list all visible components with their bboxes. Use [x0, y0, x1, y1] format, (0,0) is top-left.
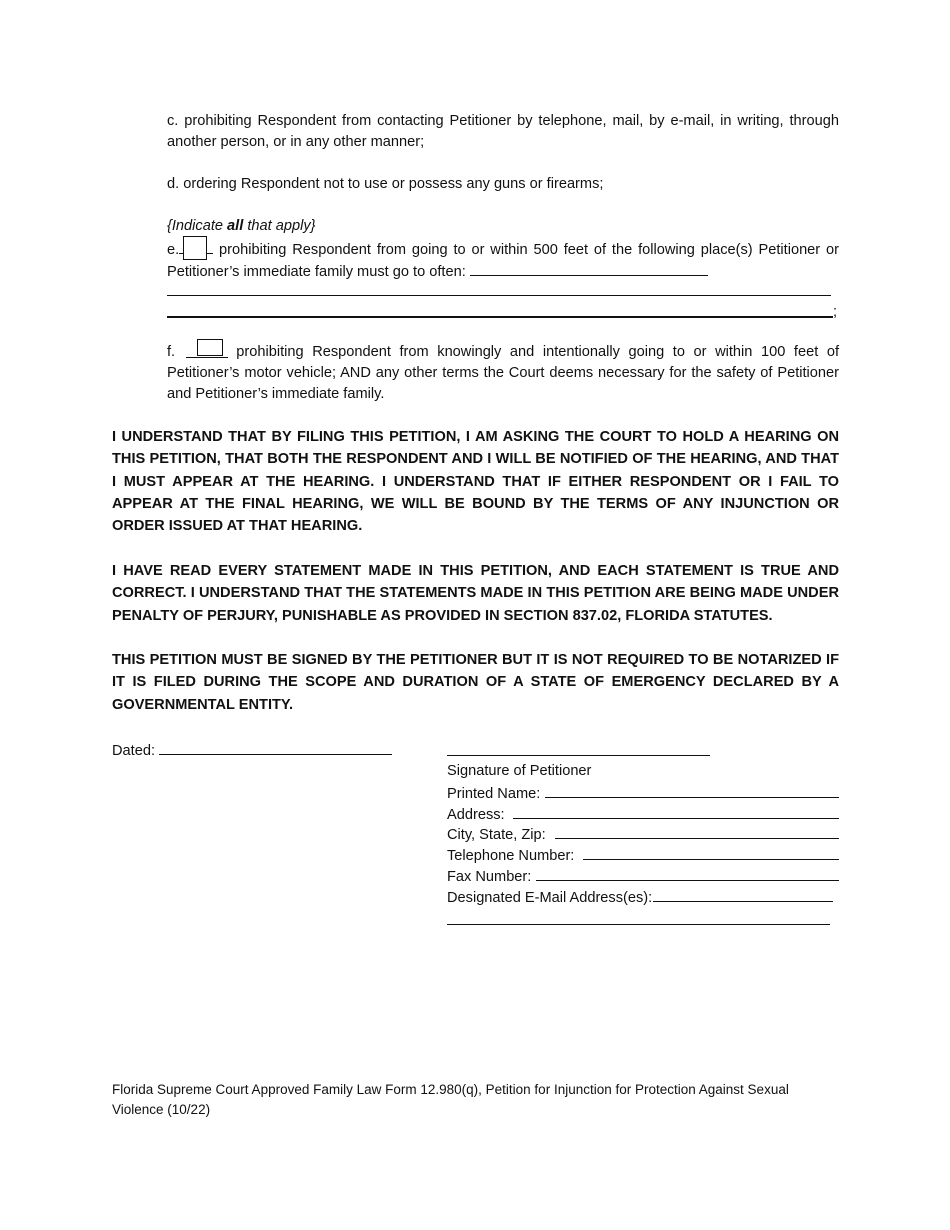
telephone-row: Telephone Number: [447, 844, 839, 867]
item-e-semicolon: ; [833, 304, 838, 320]
email-row: Designated E-Mail Address(es): [447, 886, 833, 909]
item-f-checkbox[interactable] [197, 339, 223, 356]
telephone-field[interactable] [583, 844, 839, 860]
dated-field[interactable] [159, 739, 392, 755]
item-e-checkbox[interactable] [183, 236, 207, 260]
hearing-statement: I UNDERSTAND THAT BY FILING THIS PETITION, I AM ASKING THE COURT TO HOLD A HEARING ON THIS PETITION, THAT BOTH THE RESPONDENT AND I WILL BE NOTIFIED OF THE HEARING, AND THAT I MUST APPEAR AT THE HEARING. I UNDERSTAND THAT IF EITHER RESPONDENT OR I FAIL TO APPEAR AT THE FINAL HEARING, WE WILL BE BOUND BY THE TERMS OF ANY INJUNCTION OR ORDER ISSUED AT THAT HEARING. [112, 429, 839, 535]
signature-label: Signature of Petitioner [447, 763, 592, 779]
item-e: e. prohibiting Respondent from going to or within 500 feet of the following place(s) Petitioner or Petitioner’s immediate family must go to often: [167, 236, 839, 283]
fax-row: Fax Number: [447, 865, 839, 888]
city-state-zip-field[interactable] [555, 823, 839, 839]
city-state-zip-row: City, State, Zip: [447, 823, 839, 846]
signature-line[interactable] [447, 755, 710, 756]
item-f: f. prohibiting Respondent from knowingly and intentionally going to or within 100 feet of Petitioner’s motor vehicle; AND any other terms the Court deems necessary for the safety of Petitioner and Petitioner’s immediate family. [167, 341, 839, 405]
dated-row: Dated: [112, 739, 392, 762]
printed-name-row: Printed Name: [447, 782, 839, 805]
address-row: Address: [447, 803, 839, 826]
fax-field[interactable] [536, 865, 839, 881]
item-d: d. ordering Respondent not to use or possess any guns or firearms; [167, 176, 604, 192]
item-e-places-line[interactable] [470, 261, 708, 276]
indicate-note: {Indicate all that apply} [167, 218, 316, 234]
item-e-places-line-3[interactable] [167, 316, 833, 318]
printed-name-field[interactable] [545, 782, 839, 798]
perjury-statement: I HAVE READ EVERY STATEMENT MADE IN THIS PETITION, AND EACH STATEMENT IS TRUE AND CORRECT. I UNDERSTAND THAT THE STATEMENTS MADE IN THIS PETITION ARE BEING MADE UNDER PENALTY OF PERJURY, PUNISHABLE AS PROVIDED IN SECTION 837.02, FLORIDA STATUTES. [112, 563, 839, 624]
email-field-line-2[interactable] [447, 924, 830, 925]
item-e-places-line-2[interactable] [167, 295, 831, 296]
form-footer: Florida Supreme Court Approved Family Law Form 12.980(q), Petition for Injunction for Protection Against Sexual Violence (10/22) [112, 1082, 789, 1117]
email-field[interactable] [653, 886, 833, 902]
notarize-statement: THIS PETITION MUST BE SIGNED BY THE PETITIONER BUT IT IS NOT REQUIRED TO BE NOTARIZED IF IT IS FILED DURING THE SCOPE AND DURATION OF A STATE OF EMERGENCY DECLARED BY A GOVERNMENTAL ENTITY. [112, 652, 839, 713]
address-field[interactable] [513, 803, 839, 819]
item-c: c. prohibiting Respondent from contacting Petitioner by telephone, mail, by e-mail, in writing, through another person, or in any other manner; [167, 113, 839, 150]
